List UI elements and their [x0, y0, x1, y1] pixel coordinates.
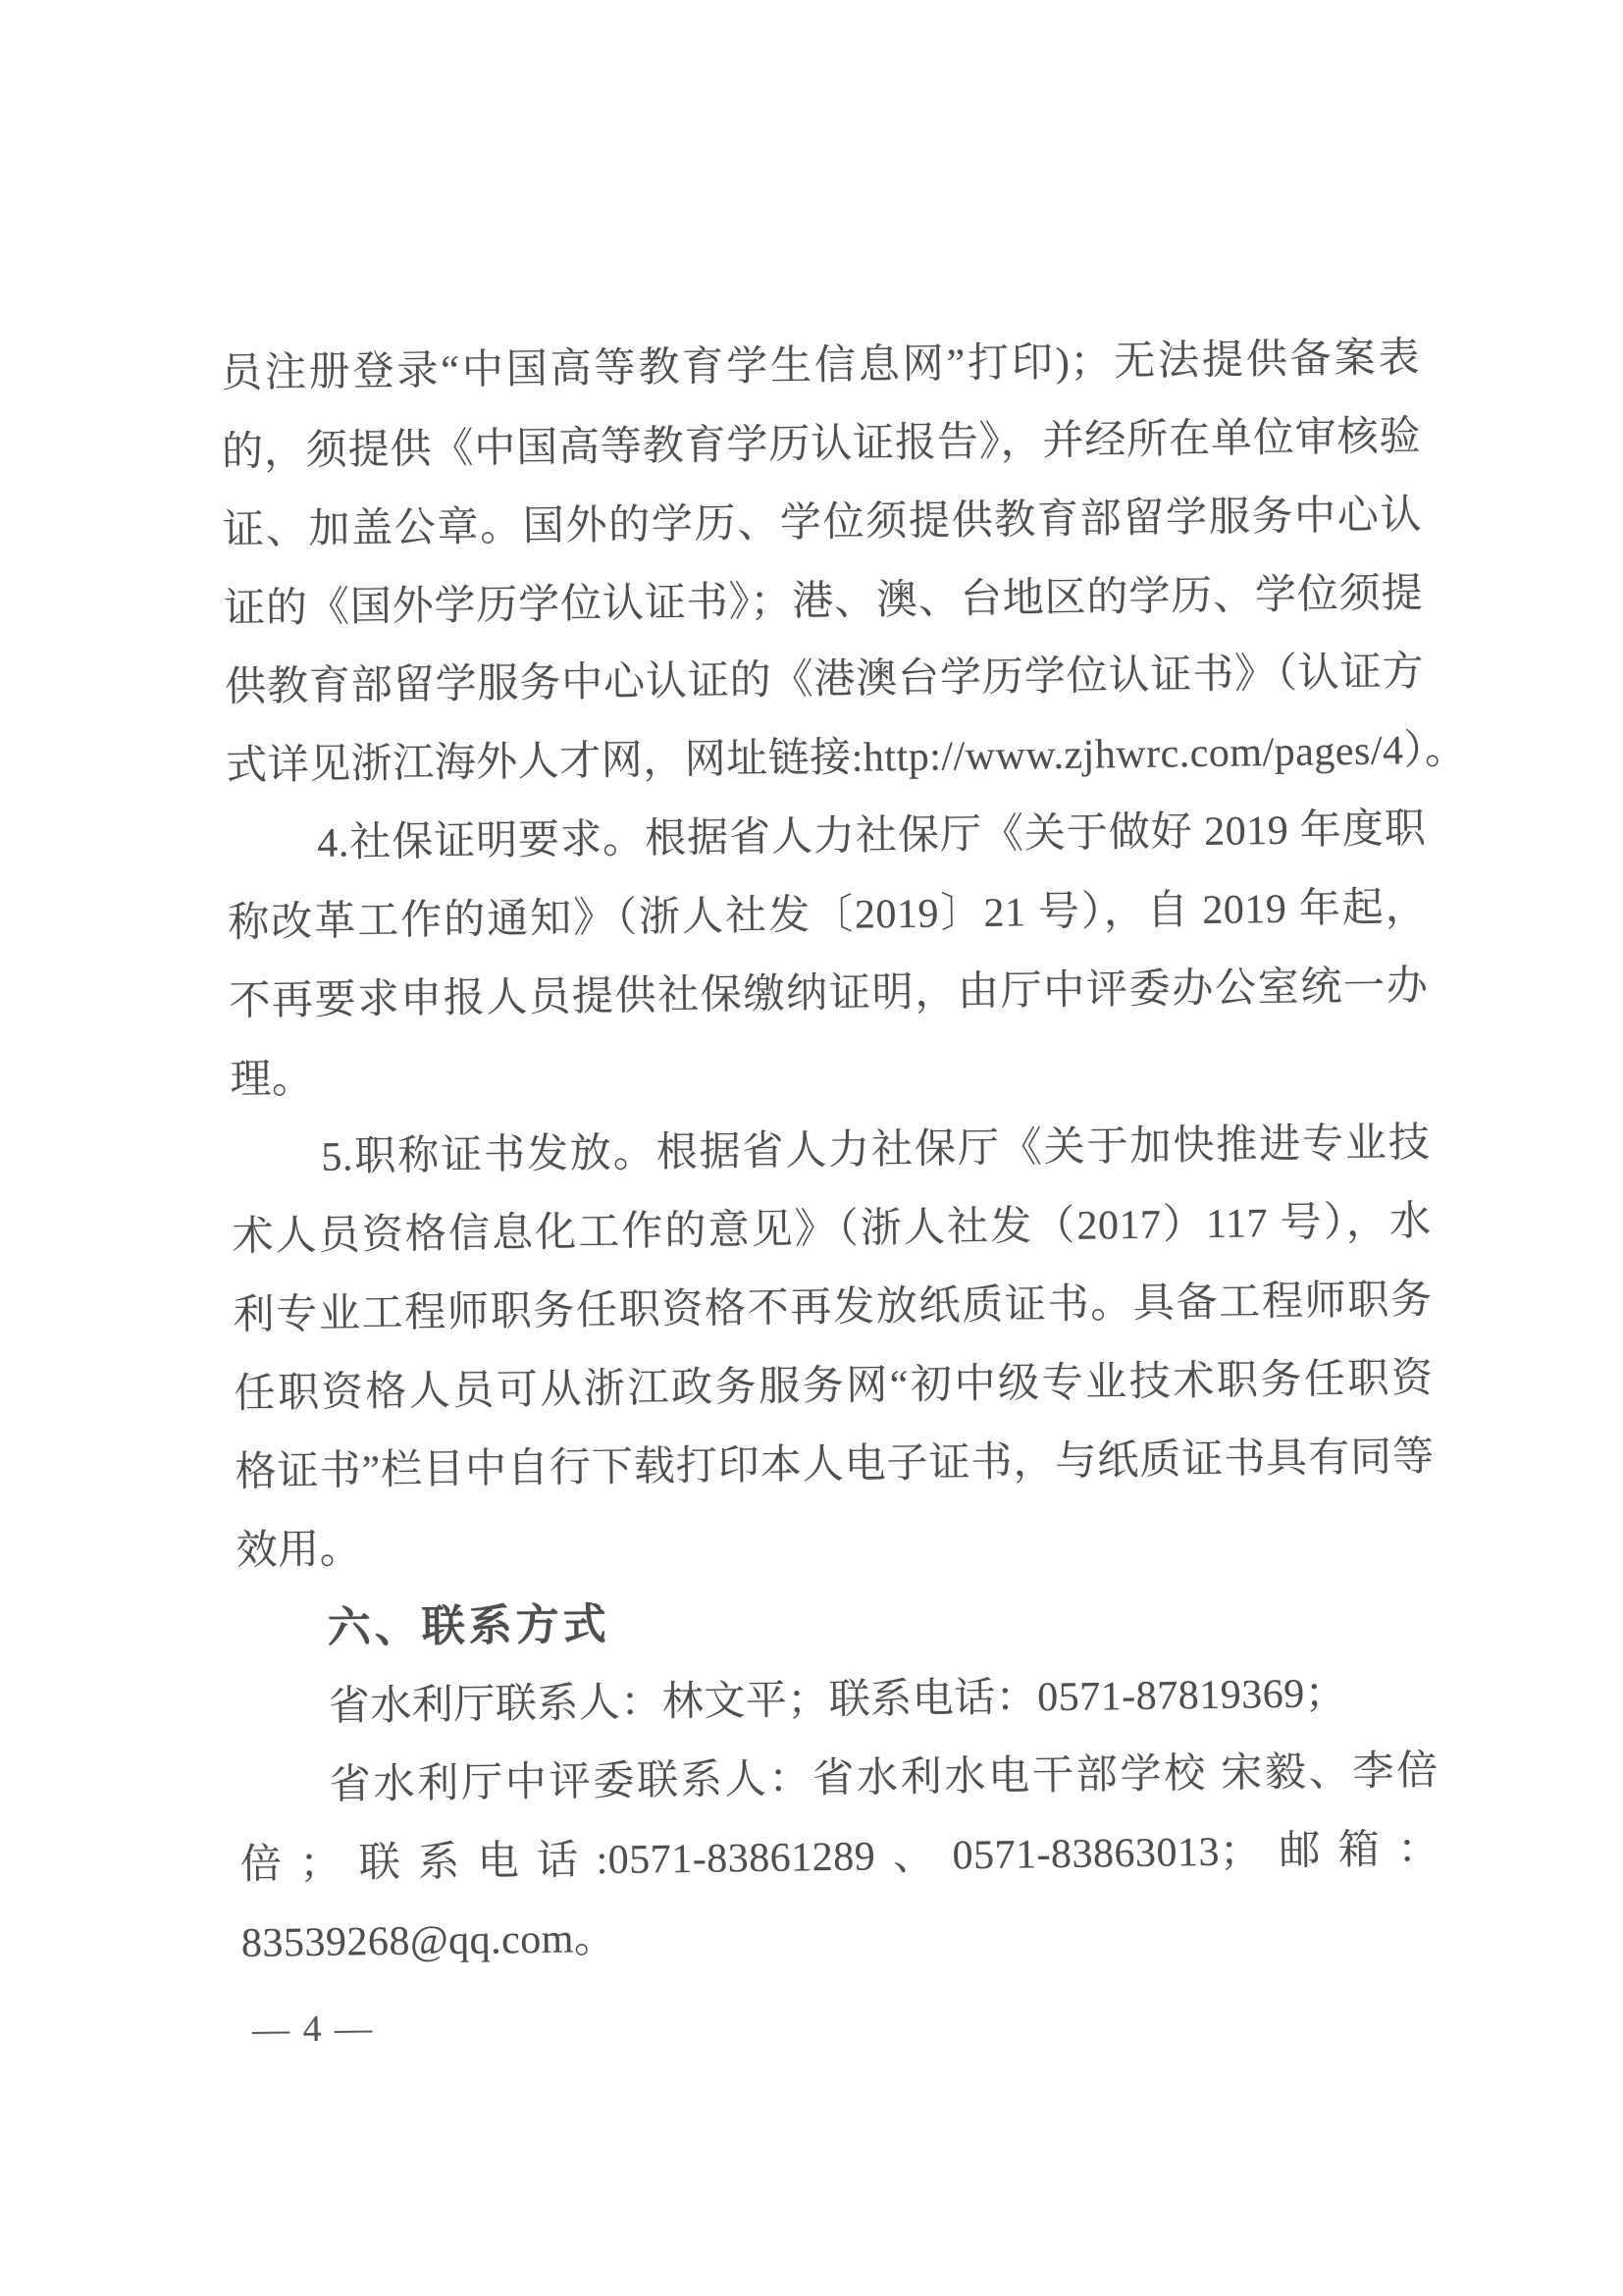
document-line: 称改革工作的通知》（浙人社发〔2019〕21 号），自 2019 年起，	[228, 885, 1428, 947]
document-line: 省水利厅联系人：林文平；联系电话：0571-87819369；	[328, 1671, 1347, 1730]
document-text-block	[220, 319, 1467, 1983]
document-line: 员注册登录“中国高等教育学生信息网”打印)；无法提供备案表	[220, 336, 1421, 397]
page-number: — 4 —	[251, 2008, 375, 2051]
document-line: 倍；联系电话:0571-83861289、0571-83863013；邮箱：	[239, 1826, 1440, 1888]
document-line: 利专业工程师职务任职资格不再发放纸质证书。具备工程师职务	[233, 1277, 1433, 1338]
document-body	[220, 319, 1467, 2060]
document-line: 证的《国外学历学位认证书》；港、澳、台地区的学历、学位须提	[223, 571, 1424, 633]
document-line: 格证书”栏目中自行下载打印本人电子证书，与纸质证书具有同等	[235, 1434, 1435, 1495]
document-line: 省水利厅中评委联系人：省水利水电干部学校 宋毅、李倍	[329, 1748, 1440, 1808]
document-line: 供教育部留学服务中心认证的《港澳台学历学位认证书》（认证方	[224, 650, 1425, 711]
document-line: 效用。	[236, 1527, 362, 1574]
document-line: 理。	[230, 1056, 314, 1104]
document-line: 不再要求申报人员提供社保缴纳证明，由厅中评委办公室统一办	[229, 964, 1429, 1025]
document-line: 5.职称证书发放。根据省人力社保厅《关于加快推进专业技	[321, 1121, 1431, 1180]
document-line: 83539268@qq.com。	[240, 1915, 616, 1966]
document-line: 的，须提供《中国高等教育学历认证报告》，并经所在单位审核验	[221, 414, 1422, 476]
document-line: 术人员资格信息化工作的意见》（浙人社发（2017）117 号），水	[232, 1199, 1432, 1260]
document-line: 任职资格人员可从浙江政务服务网“初中级专业技术职务任职资	[234, 1355, 1434, 1417]
document-line: 式详见浙江海外人才网，网址链接:http://www.zjhwrc.com/pages/4）。	[225, 727, 1467, 790]
document-line: 4.社保证明要求。根据省人力社保厅《关于做好 2019 年度职	[316, 807, 1427, 866]
document-line: 证、加盖公章。国外的学历、学位须提供教育部留学服务中心认	[222, 493, 1423, 554]
section-heading: 六、联系方式	[327, 1599, 611, 1652]
